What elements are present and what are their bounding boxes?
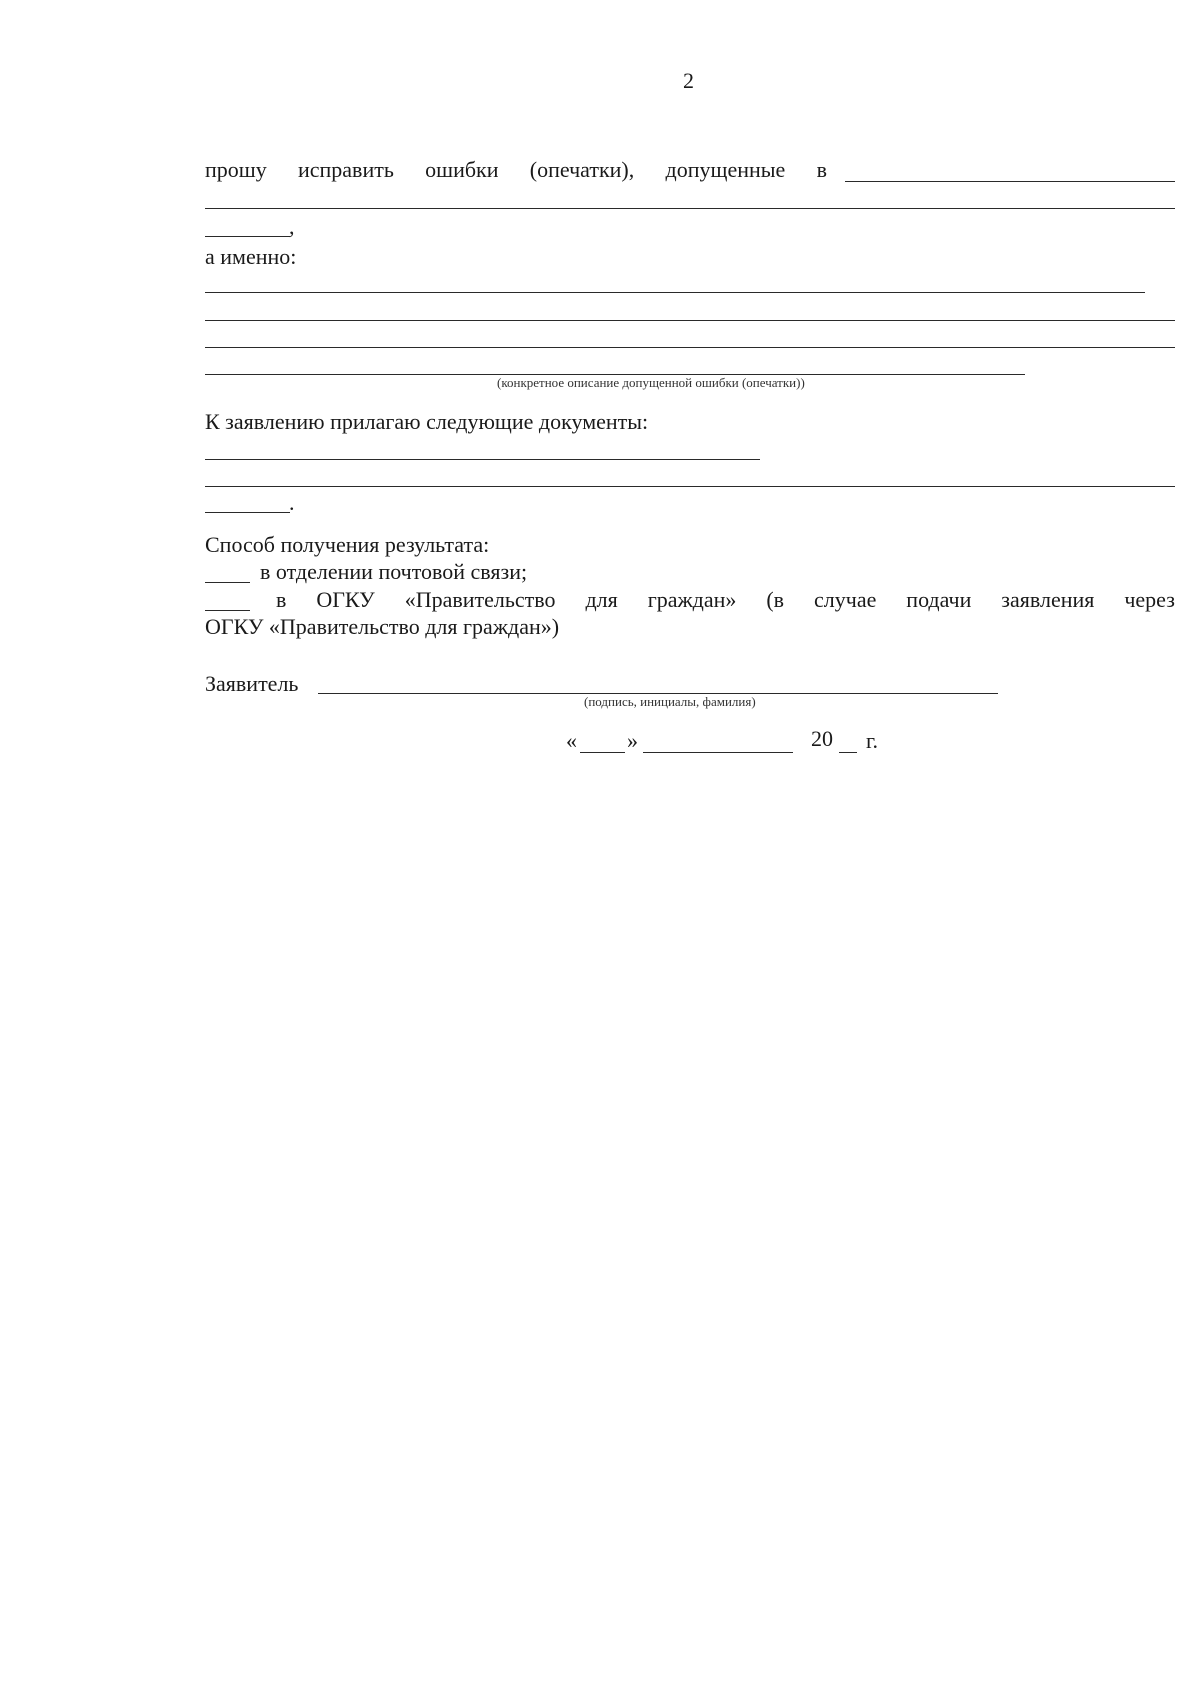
page-number: 2 [683,68,694,93]
option-ogku-checkbox[interactable] [205,610,250,611]
date-open-quote: « [566,728,577,753]
date-year-suffix: г. [866,728,879,753]
request-word-3: ошибки [425,157,499,182]
date-month-blank[interactable] [643,752,793,753]
signature-caption: (подпись, инициалы, фамилия) [584,694,756,709]
request-word-2: исправить [297,157,394,182]
error-description-caption: (конкретное описание допущенной ошибки (опечатки)) [497,375,805,390]
request-word-1: прошу [205,157,267,182]
ogku-word-1: в [276,587,287,612]
error-description-line-1[interactable] [205,292,1145,293]
ogku-word-7: случае [814,587,877,612]
option-post-label: в отделении почтовой связи; [260,559,528,584]
request-comma: , [289,214,295,239]
document-name-blank-1[interactable] [845,181,1175,182]
ogku-word-6: (в [766,587,785,612]
document-name-blank-3[interactable] [205,236,290,237]
request-word-6: в [816,157,827,182]
request-word-4: (опечатки), [529,157,635,182]
ogku-word-3: «Правительство [404,587,556,612]
ogku-word-9: заявления [1001,587,1095,612]
date-day-blank[interactable] [580,752,625,753]
applicant-label: Заявитель [205,671,299,696]
ogku-word-5: граждан» [647,587,737,612]
option-post-checkbox[interactable] [205,582,250,583]
ogku-word-10: через [1124,587,1175,612]
error-description-line-3[interactable] [205,347,1175,348]
result-method-heading: Способ получения результата: [205,532,490,557]
attachments-intro: К заявлению прилагаю следующие документы: [205,409,649,434]
document-name-blank-2[interactable] [205,208,1175,209]
attachments-period: . [289,490,295,515]
ogku-word-2: ОГКУ [316,587,375,612]
attachments-line-1[interactable] [205,459,760,460]
option-ogku-continuation: ОГКУ «Правительство для граждан») [205,614,560,639]
attachments-line-2[interactable] [205,486,1175,487]
date-close-quote: » [627,728,638,753]
date-year-prefix: 20 [811,726,833,751]
error-description-line-2[interactable] [205,320,1175,321]
attachments-line-3[interactable] [205,512,290,513]
option-ogku-line [276,587,1175,613]
request-line [205,157,827,183]
ogku-word-4: для [585,587,618,612]
namely-label: а именно: [205,244,297,269]
date-year-blank[interactable] [839,752,857,753]
ogku-word-8: подачи [906,587,972,612]
request-word-5: допущенные [665,157,786,182]
